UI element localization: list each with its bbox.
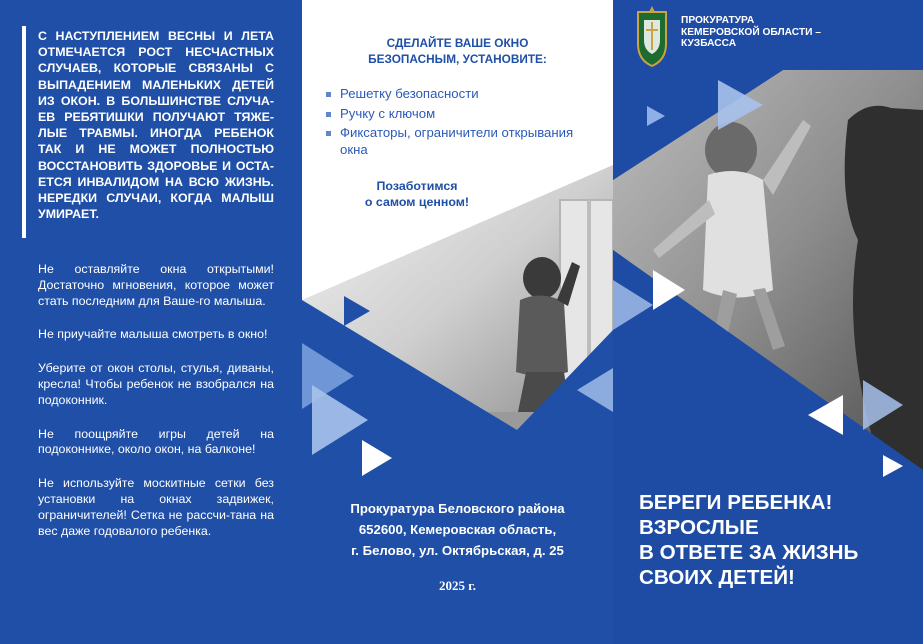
middle-title [302, 35, 613, 67]
intro-accent-bar [22, 26, 26, 238]
list-item: Фиксаторы, ограничители открывания окна [326, 125, 576, 158]
organization-name: ПРОКУРАТУРА КЕМЕРОВСКОЙ ОБЛАСТИ – КУЗБАССА [681, 15, 821, 49]
main-headline: БЕРЕГИ РЕБЕНКА! ВЗРОСЛЫЕ В ОТВЕТЕ ЗА ЖИЗНЬ СВОИХ ДЕТЕЙ! [639, 491, 859, 589]
intro-text: С НАСТУПЛЕНИЕМ ВЕСНЫ И ЛЕТА ОТМЕЧАЕТСЯ РОСТ НЕСЧАСТНЫХ СЛУЧАЕВ, КОТОРЫЕ СВЯЗАНЫ С ВЫПАДЕНИЕМ МАЛЕНЬКИХ ДЕТЕЙ ИЗ ОКОН. В БОЛЬШИНСТВЕ СЛУЧА-ЕВ РЕБЯТИШКИ ПОЛУЧАЮТ ТЯЖЕ-ЛЫЕ ТРАВМЫ. ИНОГДА РЕБЕНОК ТАК И НЕ МОЖЕТ ПОЛНОСТЬЮ ВОССТАНОВИТЬ ЗДОРОВЬЕ И ОСТА-ЕТСЯ ИНВАЛИДОМ НА ВСЮ ЖИЗНЬ. НЕРЕДКИ СЛУЧАИ, КОГДА МАЛЫШ УМИРАЕТ. [38, 29, 274, 222]
title-line: БЕЗОПАСНЫМ, УСТАНОВИТЕ: [368, 52, 547, 66]
publication-year: 2025 г. [439, 578, 476, 593]
square-bullet-icon [326, 92, 331, 97]
prosecutor-emblem-icon [635, 6, 669, 68]
tip-item: Не приучайте малыша смотреть в окно! [38, 327, 268, 342]
contact-address: Прокуратура Беловского района 652600, Кемеровская область, г. Белово, ул. Октябрьская, д. 25 [350, 501, 565, 558]
right-panel [613, 0, 923, 644]
middle-panel [302, 0, 613, 644]
left-panel [0, 0, 302, 644]
slogan: Позаботимся о самом ценном! [364, 179, 470, 209]
square-bullet-icon [326, 131, 331, 136]
tip-item: Не поощряйте игры детей на подоконнике, около окон, на балконе! [38, 426, 274, 457]
tip-item: Не оставляйте окна открытыми! Достаточно мгновения, которое может стать последним для Ваше-го малыша. [38, 262, 274, 308]
title-line: СДЕЛАЙТЕ ВАШЕ ОКНО [386, 36, 529, 50]
safety-tips [38, 262, 274, 557]
square-bullet-icon [326, 112, 331, 117]
list-item: Ручку с ключом [326, 106, 576, 123]
tip-item: Уберите от окон столы, стулья, диваны, кресла! Чтобы ребенок не взобрался на подоконник. [38, 361, 274, 407]
tip-item: Не используйте москитные сетки без установки на окнах задвижек, ограничителей! Сетка не рассчи-тана на вес даже годовалого ребенка. [38, 476, 274, 538]
list-item: Решетку безопасности [326, 86, 576, 103]
safety-devices-list [326, 86, 576, 161]
